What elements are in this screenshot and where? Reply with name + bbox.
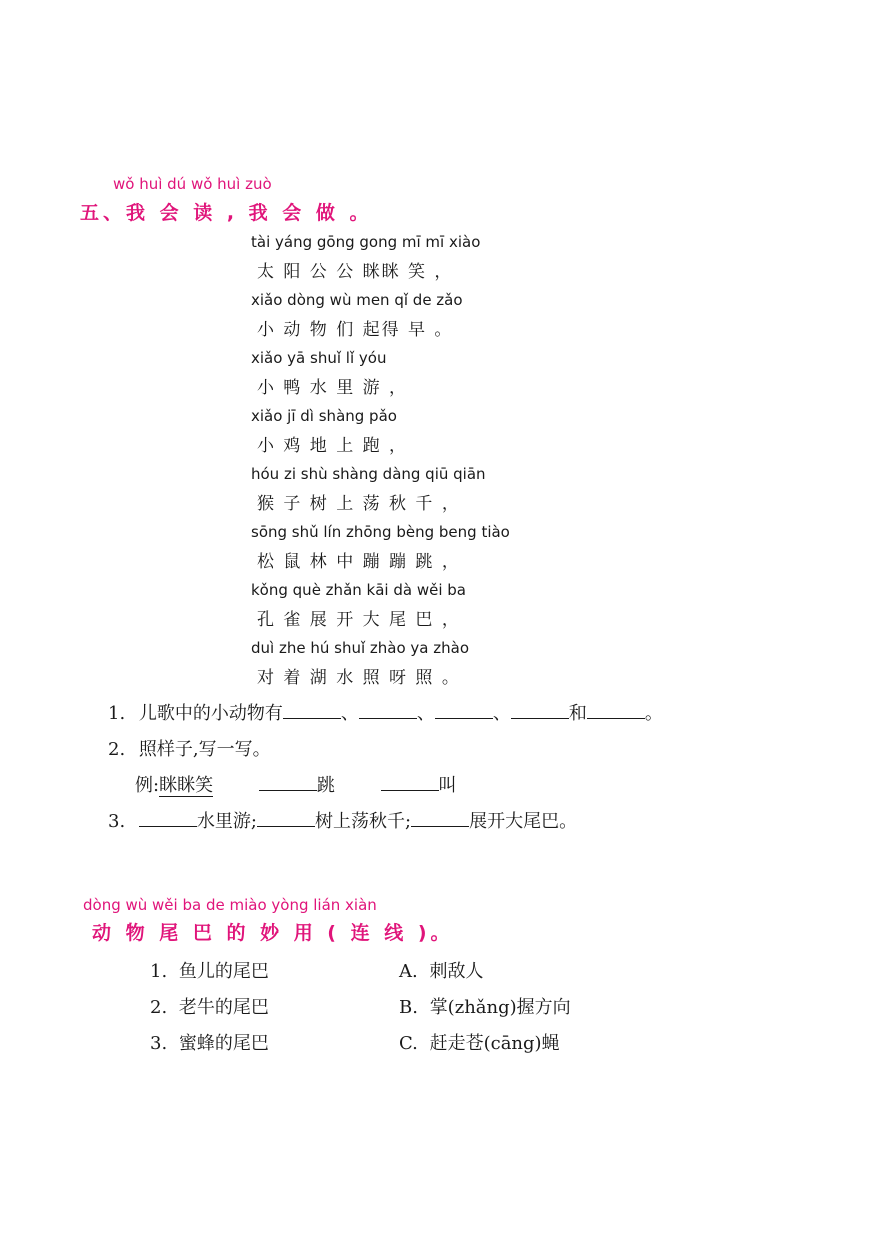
poem-hanzi: 对 着 湖 水 照 呀 照 。 xyxy=(257,668,461,688)
match-left-item[interactable] xyxy=(150,993,269,1019)
poem-hanzi: 小 动 物 们 起得 早 。 xyxy=(257,320,454,340)
poem-hanzi: 小 鸡 地 上 跑 ， xyxy=(257,436,409,456)
item-letter: C. xyxy=(399,1033,418,1054)
item-letter: B. xyxy=(399,997,418,1018)
poem-pinyin: hóu zi shù shàng dàng qiū qiān xyxy=(251,465,486,483)
and-word: 和 xyxy=(568,703,587,724)
item-number: 2. xyxy=(150,997,168,1018)
section5-title: 五、我 会 读 , 我 会 做 。 xyxy=(80,202,373,224)
answer-blank[interactable] xyxy=(435,702,493,719)
example-char: 叫 xyxy=(438,775,457,796)
answer-blank[interactable] xyxy=(587,702,645,719)
question-text: 儿歌中的小动物有 xyxy=(138,703,283,724)
separator: 、 xyxy=(340,703,359,724)
match-left-item[interactable] xyxy=(150,957,269,983)
question-number: 3. xyxy=(108,811,126,832)
poem-pinyin: xiǎo yā shuǐ lǐ yóu xyxy=(251,349,387,367)
item-text: 刺敌人 xyxy=(429,961,484,982)
poem-pinyin: xiǎo dòng wù men qǐ de zǎo xyxy=(251,291,463,309)
match-right-item[interactable] xyxy=(399,993,571,1019)
answer-blank[interactable] xyxy=(511,702,569,719)
poem-pinyin: sōng shǔ lín zhōng bèng beng tiào xyxy=(251,523,510,541)
question-text: 照样子,写一写。 xyxy=(138,739,271,760)
item-text: 赶走苍(cāng)蝇 xyxy=(429,1033,560,1054)
answer-blank[interactable] xyxy=(359,702,417,719)
period: 。 xyxy=(644,703,663,724)
question-2 xyxy=(108,735,271,761)
section5-pinyin: wǒ huì dú wǒ huì zuò xyxy=(113,175,272,193)
poem-pinyin: tài yáng gōng gong mī mī xiào xyxy=(251,233,481,251)
poem-line xyxy=(251,639,469,688)
answer-blank[interactable] xyxy=(139,810,197,827)
section-tails-title: 动 物 尾 巴 的 妙 用 ( 连 线 )。 xyxy=(92,922,454,944)
answer-blank[interactable] xyxy=(257,810,315,827)
answer-blank[interactable] xyxy=(283,702,341,719)
item-text: 鱼儿的尾巴 xyxy=(178,961,269,982)
match-left-item[interactable] xyxy=(150,1029,269,1055)
item-letter: A. xyxy=(399,961,418,982)
item-number: 1. xyxy=(150,961,168,982)
poem-hanzi: 小 鸭 水 里 游 ， xyxy=(257,378,409,398)
example-label: 例: xyxy=(135,775,160,796)
question-number: 2. xyxy=(108,739,126,760)
question-part: 水里游; xyxy=(196,811,257,832)
question-number: 1. xyxy=(108,703,126,724)
answer-blank[interactable] xyxy=(259,774,317,791)
example-char: 跳 xyxy=(316,775,335,796)
poem-line xyxy=(251,233,480,282)
poem-hanzi: 猴 子 树 上 荡 秋 千 ， xyxy=(257,494,461,514)
match-right-item[interactable] xyxy=(399,957,483,983)
poem-hanzi: 孔 雀 展 开 大 尾 巴 ， xyxy=(257,610,461,630)
poem-pinyin: kǒng què zhǎn kāi dà wěi ba xyxy=(251,581,466,599)
poem-line xyxy=(251,407,408,456)
separator: 、 xyxy=(416,703,435,724)
item-text: 蜜蜂的尾巴 xyxy=(178,1033,269,1054)
answer-blank[interactable] xyxy=(411,810,469,827)
item-text: 老牛的尾巴 xyxy=(178,997,269,1018)
poem-pinyin: duì zhe hú shuǐ zhào ya zhào xyxy=(251,639,469,657)
poem-line xyxy=(251,291,463,340)
poem-line xyxy=(251,523,510,572)
match-right-item[interactable] xyxy=(399,1029,560,1055)
question-part: 树上荡秋千; xyxy=(315,811,412,832)
separator: 、 xyxy=(492,703,511,724)
poem-hanzi: 松 鼠 林 中 蹦 蹦 跳 ， xyxy=(257,552,461,572)
example-line xyxy=(135,771,457,797)
poem-pinyin: xiǎo jī dì shàng pǎo xyxy=(251,407,397,425)
poem-line xyxy=(251,349,408,398)
poem-line xyxy=(251,465,486,514)
item-text: 掌(zhǎng)握方向 xyxy=(429,997,571,1018)
item-number: 3. xyxy=(150,1033,168,1054)
question-3 xyxy=(108,807,577,833)
poem-hanzi: 太 阳 公 公 眯眯 笑 ， xyxy=(257,262,454,282)
question-part: 展开大尾巴。 xyxy=(469,811,578,832)
poem-line xyxy=(251,581,466,630)
section-tails-pinyin: dòng wù wěi ba de miào yòng lián xiàn xyxy=(83,896,377,914)
answer-blank[interactable] xyxy=(381,774,439,791)
example-word: 眯眯笑 xyxy=(159,775,214,796)
question-1 xyxy=(108,699,663,725)
